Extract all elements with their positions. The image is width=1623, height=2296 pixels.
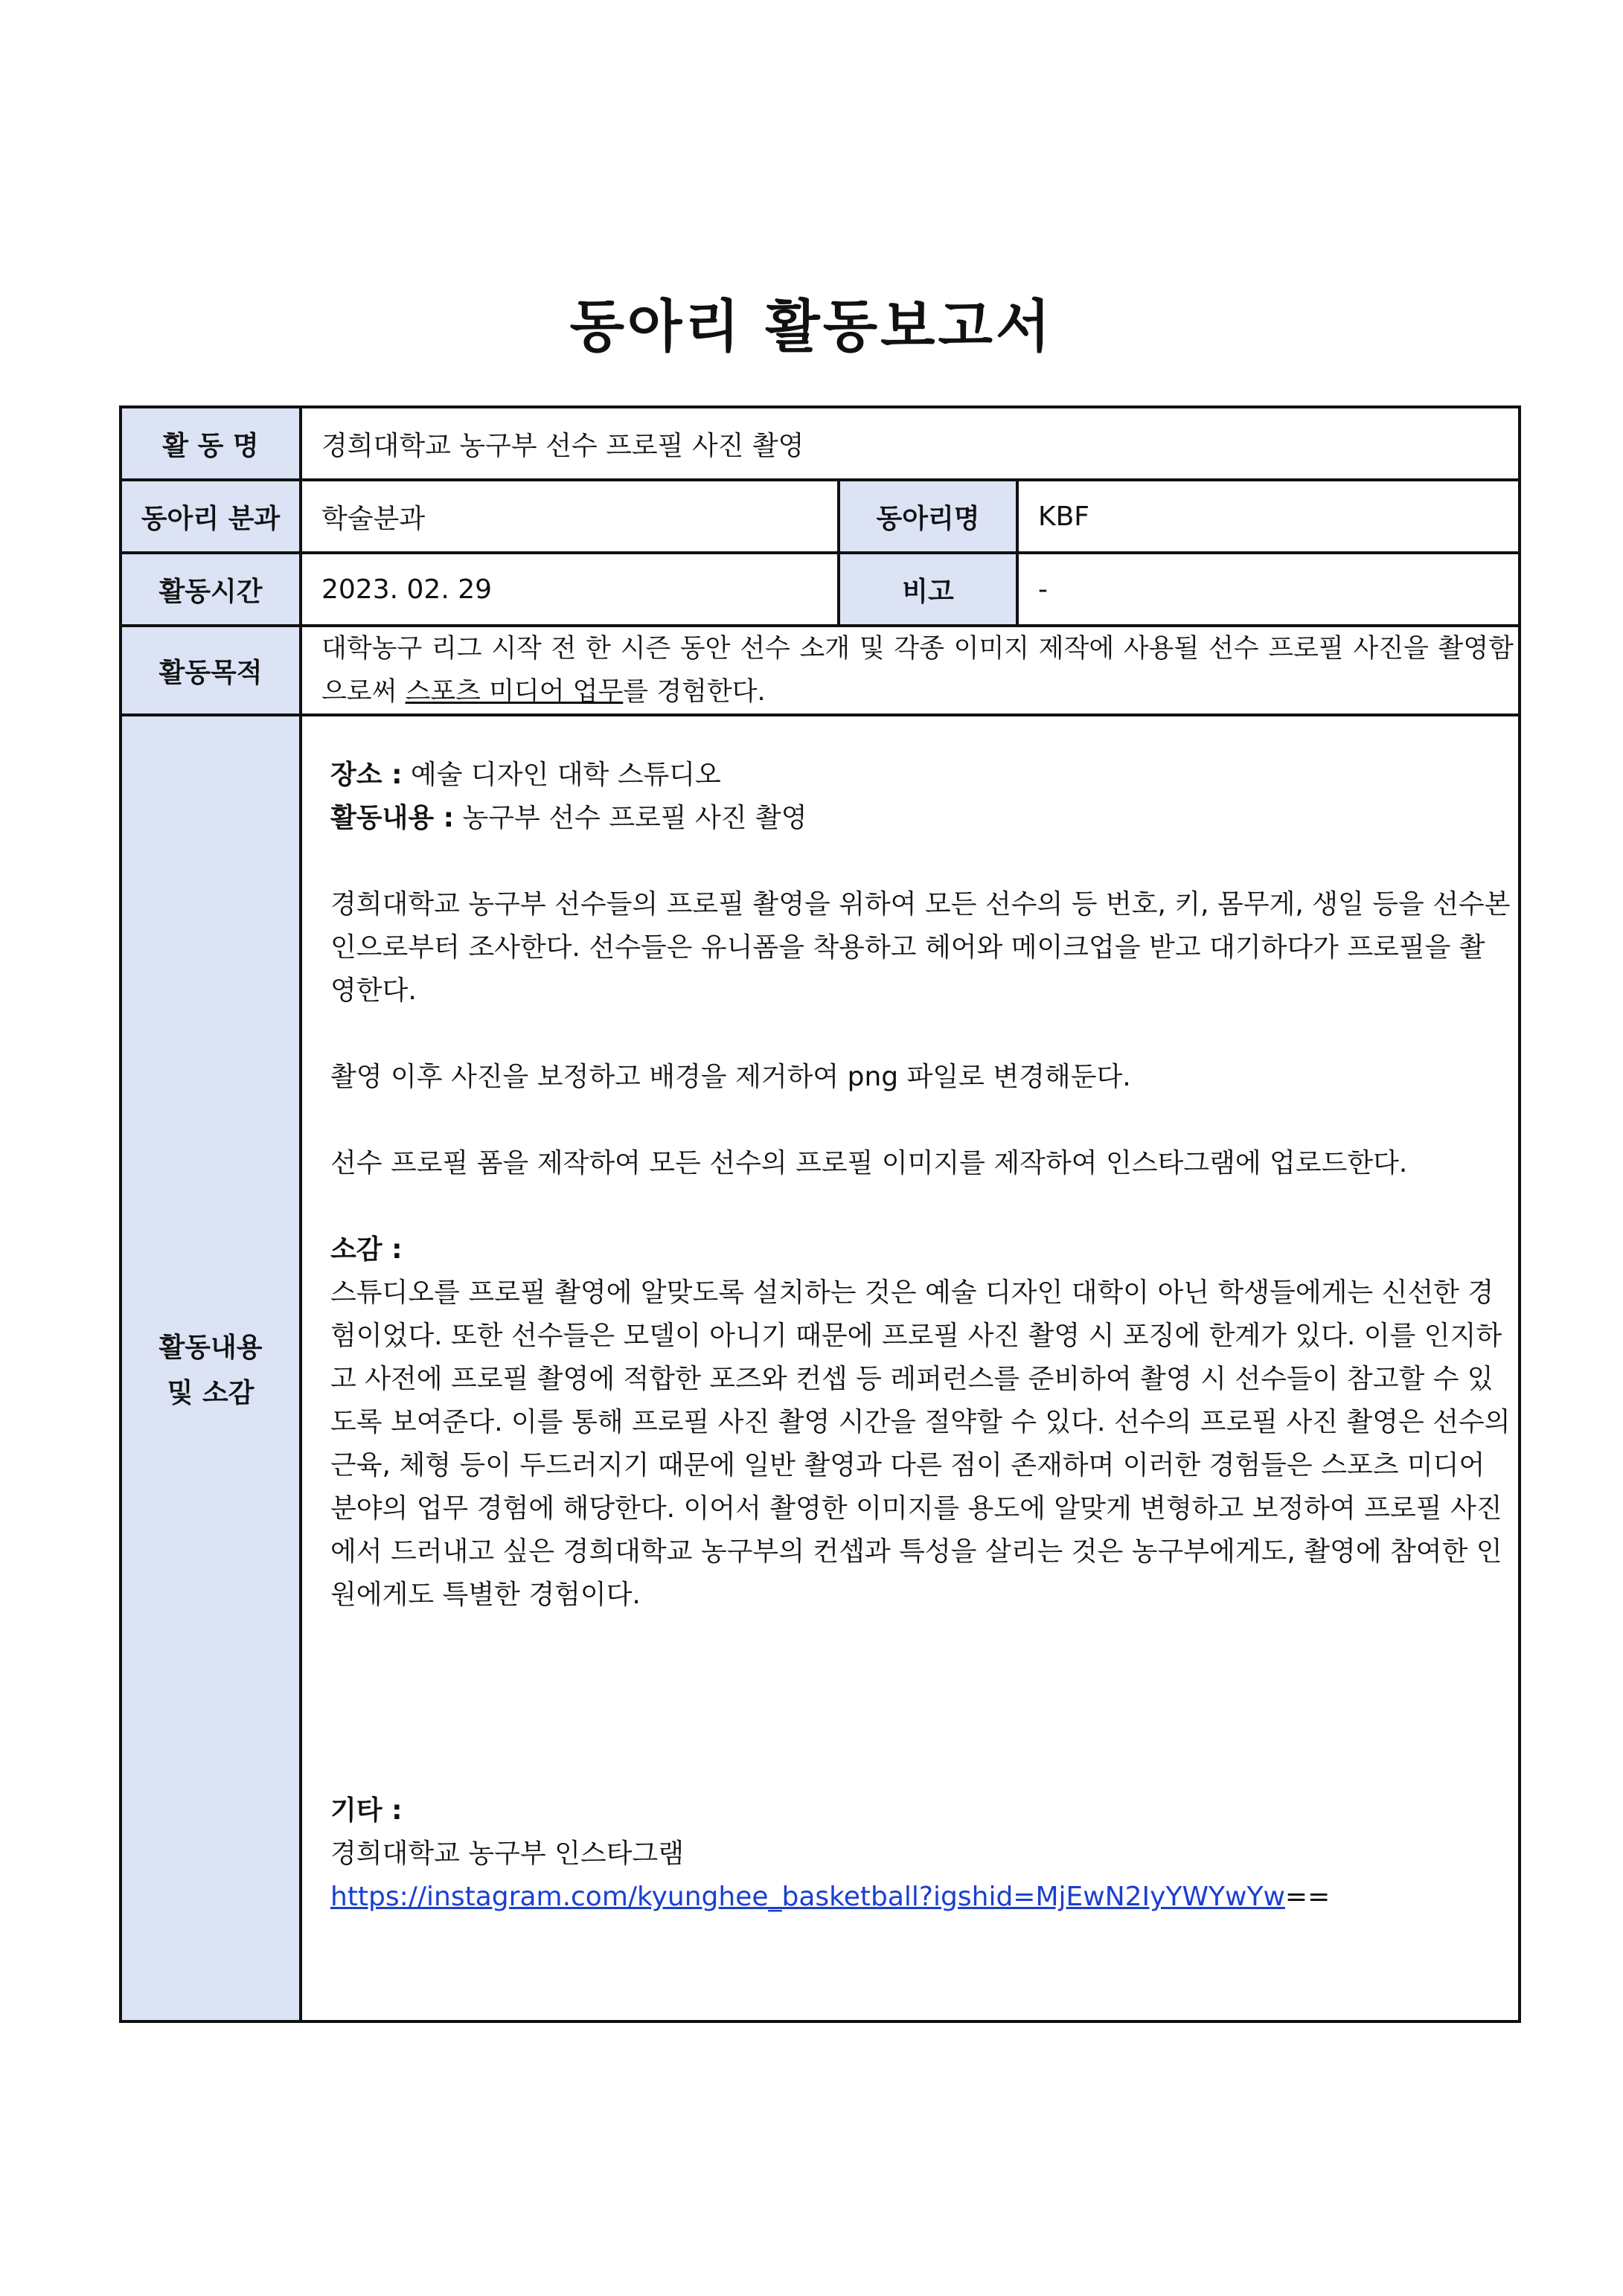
etc-label: 기타 :: [330, 1795, 403, 1826]
activity-name-value: 경희대학교 농구부 선수 프로필 사진 촬영: [301, 407, 1520, 480]
activity-time-value: 2023. 02. 29: [301, 553, 839, 626]
club-division-label: 동아리 분과: [121, 480, 301, 553]
place-line: [330, 754, 1511, 797]
purpose-text-3: 를 경험한다.: [623, 677, 766, 707]
activity-time-label: 활동시간: [121, 553, 301, 626]
content-label: [121, 715, 301, 2021]
content-label-line1: 활동내용: [159, 1333, 263, 1363]
row-activity-name: [121, 407, 1520, 480]
purpose-label: 활동목적: [121, 626, 301, 715]
place-value: 예술 디자인 대학 스튜디오: [402, 760, 721, 790]
paragraph-3: 선수 프로필 폼을 제작하여 모든 선수의 프로필 이미지를 제작하여 인스타그램에 업로드한다.: [330, 1148, 1408, 1179]
detail-label: 활동내용 :: [330, 803, 455, 833]
content-cell: [301, 715, 1520, 2021]
page-title: 동아리 활동보고서: [569, 293, 1054, 359]
instagram-link[interactable]: https://instagram.com/kyunghee_basketball?igshid=MjEwN2IyYWYwYw: [330, 1882, 1285, 1912]
purpose-text-underlined: 스포츠 미디어 업무: [405, 677, 624, 707]
club-name-label: 동아리명: [839, 480, 1017, 553]
purpose-cell: [301, 626, 1520, 715]
etc-text: 경희대학교 농구부 인스타그램: [330, 1838, 684, 1869]
activity-name-label: 활 동 명: [121, 407, 301, 480]
impression-text: 스튜디오를 프로필 촬영에 알맞도록 설치하는 것은 예술 디자인 대학이 아닌 학생들에게는 신선한 경험이었다. 또한 선수들은 모델이 아니기 때문에 프로필 사진 촬영 시 포징에 한계가 있다. 이를 인지하고 사전에 프로필 촬영에 적합한 포즈와 컨셉 등 레퍼런스를 준비하여 촬영 시 선수들이 참고할 수 있도록 보여준다. 이를 통해 프로필 사진 촬영 시간을 절약할 수 있다. 선수의 프로필 사진 촬영은 선수의 근육, 체형 등이 두드러지기 때문에 일반 촬영과 다른 점이 존재하며 이러한 경험들은 스포츠 미디어 분야의 업무 경험에 해당한다. 이어서 촬영한 이미지를 용도에 알맞게 변형하고 보정하여 프로필 사진에서 드러내고 싶은 경희대학교 농구부의 컨셉과 특성을 살리는 것은 농구부에게도, 촬영에 참여한 인원에게도 특별한 경험이다.: [330, 1277, 1511, 1610]
etc-link-line: [330, 1876, 1511, 1919]
paragraph-2: 촬영 이후 사진을 보정하고 배경을 제거하여 png 파일로 변경해둔다.: [330, 1062, 1131, 1092]
purpose-value: [302, 627, 1518, 714]
report-table: [119, 405, 1521, 2023]
place-label: 장소 :: [330, 760, 403, 790]
row-activity-time: [121, 553, 1520, 626]
impression-label: 소감 :: [330, 1234, 403, 1265]
content-label-line2: 및 소감: [167, 1378, 255, 1408]
instagram-link-suffix: ==: [1284, 1882, 1331, 1912]
row-club-division: [121, 480, 1520, 553]
row-purpose: [121, 626, 1520, 715]
detail-value: 농구부 선수 프로필 사진 촬영: [454, 803, 807, 833]
row-content: [121, 715, 1520, 2021]
purpose-text-1: 대학농구 리그 시작 전 한 시즌 동안 선수 소개 및 각종 이미지 제작에 사용될 선수 프로필 사진을 촬영함으로써: [321, 634, 1514, 707]
club-name-value: KBF: [1017, 480, 1520, 553]
club-division-value: 학술분과: [301, 480, 839, 553]
paragraph-1: 경희대학교 농구부 선수들의 프로필 촬영을 위하여 모든 선수의 등 번호, 키, 몸무게, 생일 등을 선수본인으로부터 조사한다. 선수들은 유니폼을 착용하고 헤어와 메이크업을 받고 대기하다가 프로필을 촬영한다.: [330, 889, 1511, 1006]
remarks-value: -: [1017, 553, 1520, 626]
detail-line: [330, 797, 1511, 840]
remarks-label: 비고: [839, 553, 1017, 626]
content-body: [302, 716, 1518, 1949]
